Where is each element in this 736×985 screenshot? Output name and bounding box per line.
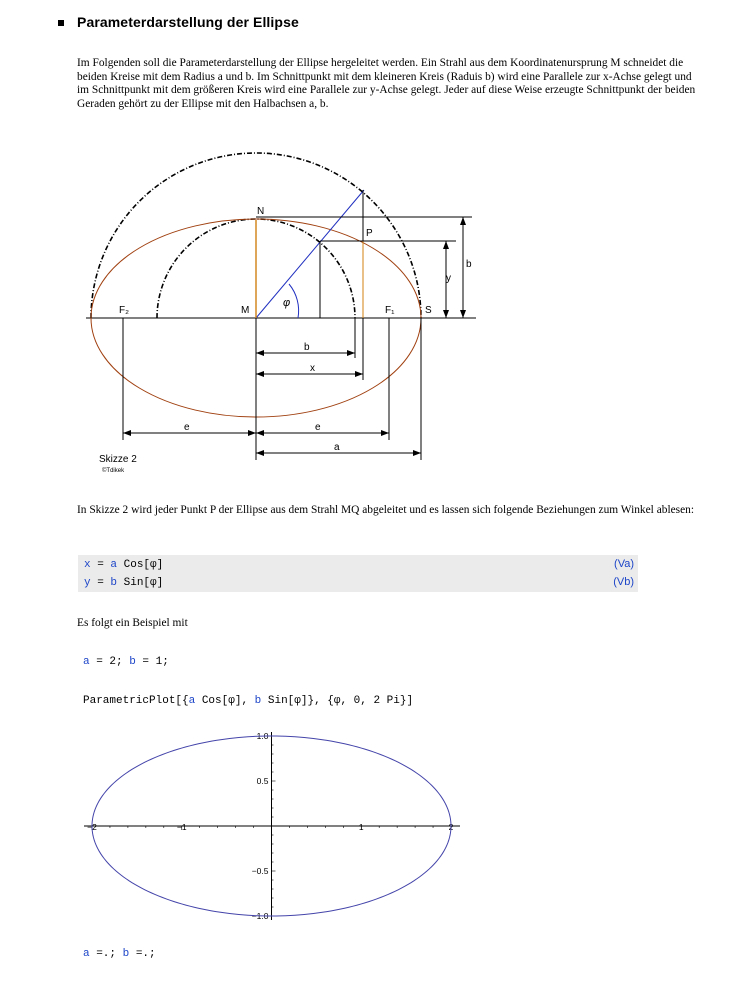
equation-va: x = a Cos[φ]	[84, 559, 164, 571]
plot-x-tick-label: −2	[87, 822, 97, 832]
plot-y-tick-label: −0.5	[251, 866, 269, 876]
equations-box	[78, 555, 638, 592]
parametric-plot-input[interactable]: ParametricPlot[{a Cos[φ], b Sin[φ]}, {φ, 0, 2 Pi}]	[83, 695, 414, 707]
clear-input[interactable]: a =.; b =.;	[83, 948, 156, 960]
plot-x-tick-label: 2	[448, 822, 454, 832]
intro-paragraph: Im Folgenden soll die Parameterdarstellung der Ellipse hergeleitet werden. Ein Strahl aus dem Koordinatenursprung M schneidet die beiden Kreise mit dem Radius a und b. Im Schnittpunkt mit dem kleineren Kreis (Raduis b) wird eine Parallele zur x-Achse gelegt und im Schnittpunkt mit dem größeren Kreis wird eine Parallele zur y-Achse gelegt. Jeder auf diese Weise erzeugte Schnittpunkt der beiden Geraden gehört zu der Ellipse mit den Halbachsen a, b.	[77, 57, 696, 110]
label-N: N	[257, 206, 265, 217]
label-e-right: e	[315, 422, 321, 433]
label-b-horizontal: b	[304, 342, 310, 353]
label-y: y	[446, 273, 451, 284]
example-paragraph: Es folgt ein Beispiel mit	[77, 617, 188, 629]
ellipse-sketch	[0, 0, 736, 480]
section-title: Parameterdarstellung der Ellipse	[77, 14, 299, 30]
label-P: P	[366, 228, 373, 239]
relations-paragraph: In Skizze 2 wird jeder Punkt P der Ellipse aus dem Strahl MQ abgeleitet und es lassen sich folgende Beziehungen zum Winkel ablesen:	[77, 504, 695, 516]
plot-y-tick-label: −1.0	[251, 911, 269, 921]
plot-y-tick-label: 1.0	[256, 731, 269, 741]
parametric-plot	[0, 720, 736, 930]
equation-label-vb: (Vb)	[613, 576, 634, 588]
sketch-credit: ©Tdikek	[102, 468, 125, 474]
label-S: S	[425, 305, 432, 316]
equation-vb: y = b Sin[φ]	[84, 577, 164, 589]
plot-x-tick-label: −1	[176, 822, 187, 832]
plot-x-tick-label: 1	[358, 822, 364, 832]
assignment-input[interactable]: a = 2; b = 1;	[83, 656, 169, 668]
label-F2: F₂	[119, 305, 129, 316]
label-b-vertical: b	[466, 259, 472, 270]
sketch-caption: Skizze 2	[99, 454, 137, 465]
plot-y-tick-label: 0.5	[256, 776, 269, 786]
eq-vb-coef: b	[110, 577, 118, 589]
equation-label-va: (Va)	[614, 558, 634, 570]
eq-va-var: x	[84, 559, 91, 571]
label-M: M	[241, 305, 250, 316]
label-a: a	[334, 442, 340, 453]
eq-va-coef: a	[110, 559, 118, 571]
label-e-left: e	[184, 422, 190, 433]
label-phi: φ	[283, 297, 291, 309]
sketch-angle-arc	[289, 284, 299, 318]
eq-vb-var: y	[84, 577, 91, 589]
sketch-ray	[256, 190, 364, 318]
label-x: x	[310, 363, 315, 374]
label-F1: F₁	[385, 305, 395, 316]
